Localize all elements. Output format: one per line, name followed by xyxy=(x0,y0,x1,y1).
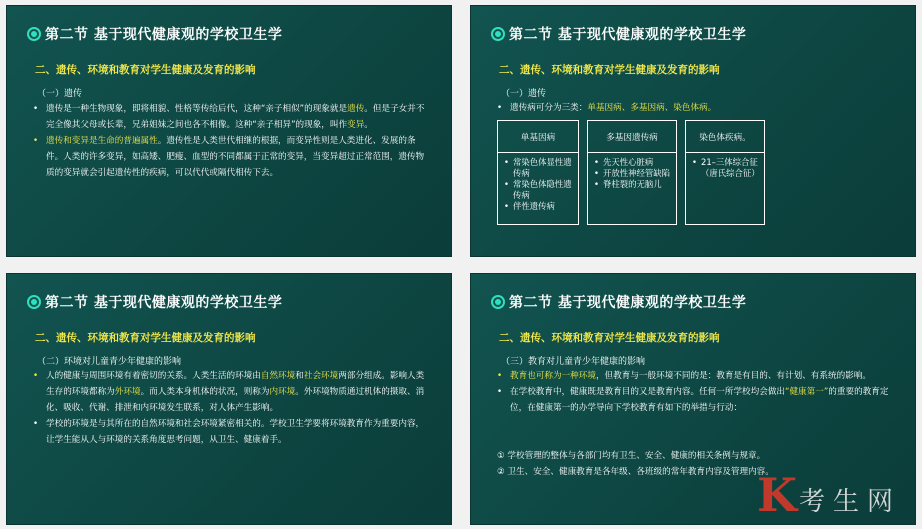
target-circle-icon xyxy=(27,27,41,41)
slide-education-impact xyxy=(470,273,916,525)
list-item xyxy=(33,101,429,133)
target-circle-icon xyxy=(491,295,505,309)
slide-title: 第二节 基于现代健康观的学校卫生学 xyxy=(45,27,283,43)
list-item xyxy=(497,368,893,384)
intro-text: 遗传病可分为三类： xyxy=(510,103,588,113)
list-item: • 常染色体隐性遗传病 xyxy=(504,179,574,201)
section-heading: （二）环境对儿童青少年健康的影响 xyxy=(37,357,182,367)
slide-genetic-disease-types xyxy=(470,5,916,257)
bullet-list xyxy=(497,100,893,116)
bullet-list xyxy=(497,368,893,416)
list-item xyxy=(33,133,429,181)
disease-box-polygenic xyxy=(587,120,677,225)
slide-title-row xyxy=(27,24,282,44)
list-item: • 脊柱裂的无脑儿 xyxy=(594,179,672,190)
numbered-item: ② 卫生、安全、健康教育是各年级、各班级的常年教育内容及管理内容。 xyxy=(497,467,774,477)
body-text: 。但是子女并不完全像其父母或长辈，兄弟姐妹之间也各不相像。这种“亲子相异”的现象，叫作 xyxy=(46,104,425,130)
list-item: • 21–三体综合征（唐氏综合征） xyxy=(692,157,760,179)
slide-title-row xyxy=(27,292,282,312)
highlight-text: 教育也可称为一种环境 xyxy=(510,371,596,381)
body-text: 和 xyxy=(295,371,304,381)
body-text: 人的健康与周围环境有着密切的关系。人类生活的环境由 xyxy=(46,371,261,381)
slide-title: 第二节 基于现代健康观的学校卫生学 xyxy=(509,27,747,43)
numbered-item: ① 学校管理的整体与各部门均有卫生、安全、健康的相关条例与规章。 xyxy=(497,451,766,461)
body-text: 的重要的教育定位，在健康第一的办学导向下学校教育有如下的举措与行动： xyxy=(510,387,889,413)
body-text: ，但教育与一般环境不同的是：教育是有目的、有计划、有系统的影响。 xyxy=(595,371,871,381)
slide-subtitle: 二、遗传、环境和教育对学生健康及发育的影响 xyxy=(499,332,720,344)
list-item xyxy=(33,368,429,416)
box-heading: 多基因遗传病 xyxy=(588,121,676,153)
section-heading: （一）遗传 xyxy=(501,89,547,99)
box-heading: 单基因病 xyxy=(498,121,578,153)
highlight-text: 变异 xyxy=(347,120,365,130)
section-heading: （一）遗传 xyxy=(37,89,83,99)
highlight-text: 遗传和变异是生命的普遍属性 xyxy=(46,136,158,146)
disease-box-chromosomal xyxy=(685,120,765,225)
target-circle-icon xyxy=(491,27,505,41)
list-item xyxy=(497,100,893,116)
highlight-text: “健康第一” xyxy=(785,387,829,397)
box-list xyxy=(686,157,764,179)
list-item xyxy=(33,416,429,448)
body-text: 。而人类本身机体的状况，则称为 xyxy=(140,387,270,397)
slide-title-row xyxy=(491,24,746,44)
bullet-list xyxy=(33,368,429,448)
list-item: • 开放性神经管缺陷 xyxy=(594,168,672,179)
slide-title-row xyxy=(491,292,746,312)
body-text: 。 xyxy=(364,120,373,130)
list-item xyxy=(497,384,893,416)
slide-subtitle: 二、遗传、环境和教育对学生健康及发育的影响 xyxy=(35,332,256,344)
slide-subtitle: 二、遗传、环境和教育对学生健康及发育的影响 xyxy=(499,64,720,76)
highlight-text: 内环境 xyxy=(269,387,296,397)
watermark-k-icon: K xyxy=(757,468,797,522)
slide-title: 第二节 基于现代健康观的学校卫生学 xyxy=(45,295,283,311)
intro-highlight: 单基因病、多基因病、染色体病。 xyxy=(587,103,717,113)
bullet-list xyxy=(33,101,429,181)
disease-box-single-gene xyxy=(497,120,579,225)
list-item: • 伴性遗传病 xyxy=(504,201,574,212)
highlight-text: 自然环境 xyxy=(260,371,296,381)
body-text: 。外环境物质通过机体的摄取、消化、吸收、代谢、排泄和内环境发生联系，对人体产生影响。 xyxy=(46,387,425,413)
body-text: 学校的环境是与其所在的自然环境和社会环境紧密相关的。学校卫生学要将环境教育作为重要内容，让学生能从人与环境的关系角度思考问题，从卫生、健康着手。 xyxy=(46,419,425,445)
list-item: • 常染色体显性遗传病 xyxy=(504,157,574,179)
slide-heredity-overview xyxy=(6,5,452,257)
highlight-text: 外环境 xyxy=(114,387,141,397)
body-text: 两部分组成。影响人类生存的环境都称为 xyxy=(46,371,425,397)
box-list xyxy=(498,157,578,212)
body-text: 遗传是一种生物现象，即将相貌、性格等传给后代，这种“亲子相似”的现象就是 xyxy=(46,104,348,114)
slide-subtitle: 二、遗传、环境和教育对学生健康及发育的影响 xyxy=(35,64,256,76)
body-text: 。遗传性是人类世代相继的根据，而变异性则是人类进化、发展的条件。人类的许多变异，如高矮、肥瘦、血型的不同都属于正常的变异，当变异超过正常范围，遗传物质的变异就会引起遗传性的疾病，可以代代或隔代相传下去。 xyxy=(46,136,425,178)
target-circle-icon xyxy=(27,295,41,309)
body-text: 在学校教育中，健康既是教育目的又是教育内容。任何一所学校均会做出 xyxy=(510,387,786,397)
box-list xyxy=(588,157,676,190)
watermark-logo xyxy=(757,468,901,522)
list-item: • 先天性心脏病 xyxy=(594,157,672,168)
highlight-text: 社会环境 xyxy=(303,371,339,381)
box-heading: 染色体疾病。 xyxy=(686,121,764,153)
watermark-text: 考生网 xyxy=(798,487,901,517)
section-heading: （三）教育对儿童青少年健康的影响 xyxy=(501,357,646,367)
slide-title: 第二节 基于现代健康观的学校卫生学 xyxy=(509,295,747,311)
slide-environment-impact xyxy=(6,273,452,525)
highlight-text: 遗传 xyxy=(347,104,365,114)
